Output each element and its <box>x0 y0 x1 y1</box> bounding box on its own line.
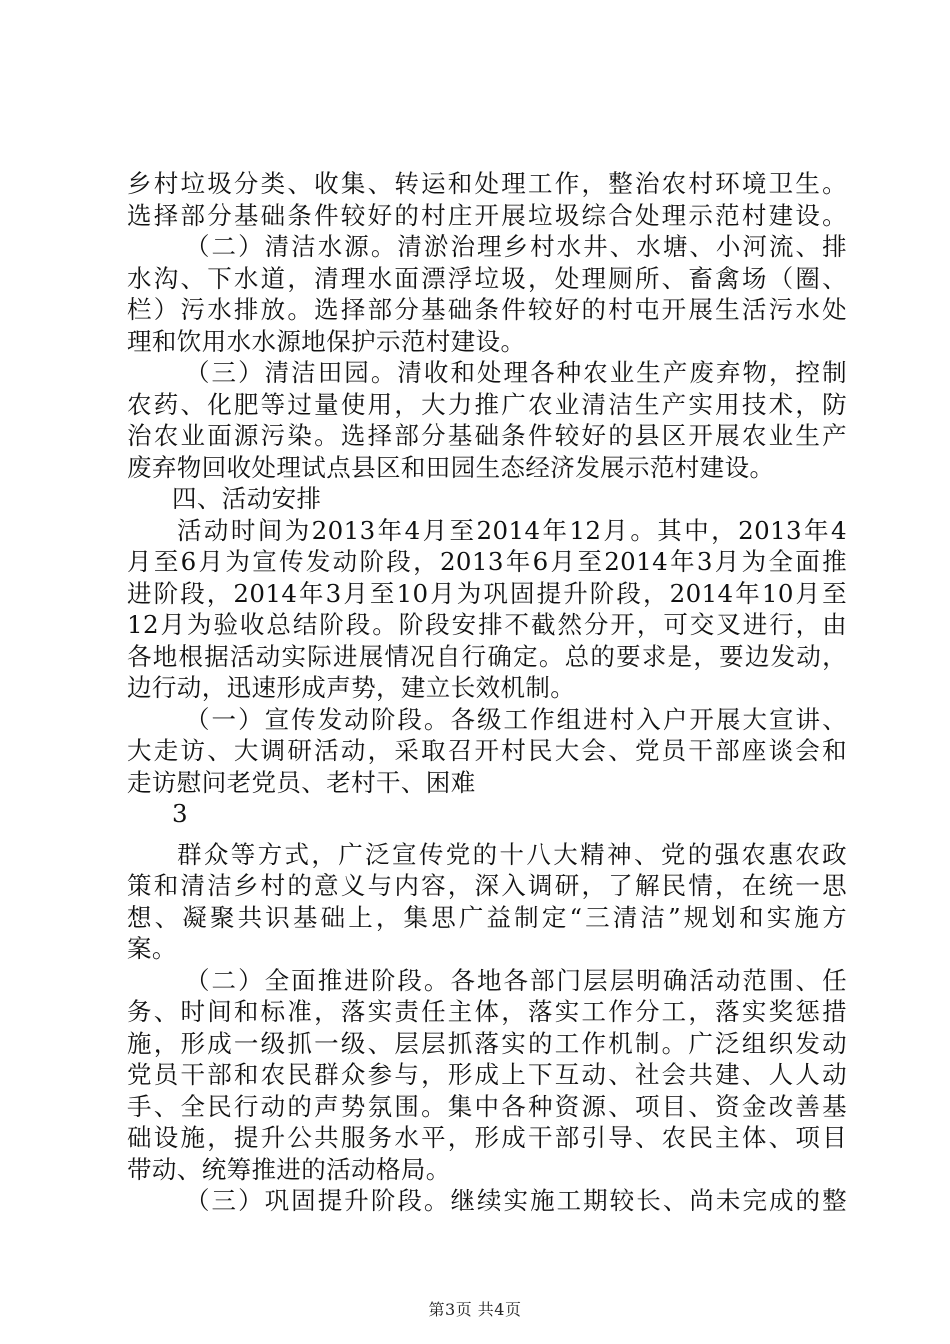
text-line: 进阶段，2014年3月至10月为巩固提升阶段，2014年10月至 <box>127 578 847 608</box>
text-line: （三）巩固提升阶段。继续实施工期较长、尚未完成的整 <box>185 1186 847 1215</box>
text-line: 带动、统筹推进的活动格局。 <box>127 1154 451 1184</box>
text-line: 12月为验收总结阶段。阶段安排不截然分开，可交叉进行，由 <box>127 610 847 639</box>
text-line: 案。 <box>127 934 177 963</box>
text-line: 走访慰问老党员、老村干、困难 <box>127 767 476 797</box>
text-line: （三）清洁田园。清收和处理各种农业生产废弃物，控制 <box>185 358 847 387</box>
text-line: 各地根据活动实际进展情况自行确定。总的要求是，要边发动， <box>127 641 847 671</box>
text-line: 农药、化肥等过量使用，大力推广农业清洁生产实用技术，防 <box>127 389 847 419</box>
text-line: 理和饮用水水源地保护示范村建设。 <box>127 326 526 356</box>
text-line: 想、凝聚共识基础上，集思广益制定“三清洁”规划和实施方 <box>127 902 847 932</box>
text-line: 栏）污水排放。选择部分基础条件较好的村屯开展生活污水处 <box>127 295 847 324</box>
text-line: 党员干部和农民群众参与，形成上下互动、社会共建、人人动 <box>127 1060 847 1089</box>
document-body <box>127 168 847 1217</box>
text-line: 活动时间为2013年4月至2014年12月。其中，2013年4 <box>177 515 847 545</box>
text-line: 选择部分基础条件较好的村庄开展垃圾综合处理示范村建设。 <box>127 200 847 230</box>
text-line: 月至6月为宣传发动阶段，2013年6月至2014年3月为全面推 <box>127 547 847 576</box>
text-line: 废弃物回收处理试点县区和田园生态经济发展示范村建设。 <box>127 452 775 482</box>
page-number-marker: 3 <box>172 799 188 828</box>
text-line: 大走访、大调研活动，采取召开村民大会、党员干部座谈会和 <box>127 736 847 765</box>
text-line: （二）全面推进阶段。各地各部门层层明确活动范围、任 <box>185 965 847 995</box>
text-line: （一）宣传发动阶段。各级工作组进村入户开展大宣讲、 <box>185 704 847 734</box>
text-line: 策和清洁乡村的意义与内容，深入调研，了解民情，在统一思 <box>127 871 847 900</box>
text-line: 治农业面源污染。选择部分基础条件较好的县区开展农业生产 <box>127 421 847 450</box>
section-heading: 四、活动安排 <box>172 484 322 513</box>
text-line: 水沟、下水道，清理水面漂浮垃圾，处理厕所、畜禽场（圈、 <box>127 263 847 293</box>
text-line: （二）清洁水源。清淤治理乡村水井、水塘、小河流、排 <box>185 232 847 261</box>
text-line: 手、全民行动的声势氛围。集中各种资源、项目、资金改善基 <box>127 1091 847 1121</box>
text-line: 边行动，迅速形成声势，建立长效机制。 <box>127 673 576 702</box>
text-line: 乡村垃圾分类、收集、转运和处理工作，整治农村环境卫生。 <box>127 169 847 198</box>
text-line: 务、时间和标准，落实责任主体，落实工作分工，落实奖惩措 <box>127 997 847 1026</box>
text-line: 础设施，提升公共服务水平，形成干部引导、农民主体、项目 <box>127 1123 847 1152</box>
text-line: 群众等方式，广泛宣传党的十八大精神、党的强农惠农政 <box>177 839 847 869</box>
text-line: 施，形成一级抓一级、层层抓落实的工作机制。广泛组织发动 <box>127 1028 847 1058</box>
page-footer: 第3页 共4页 <box>428 1300 522 1319</box>
